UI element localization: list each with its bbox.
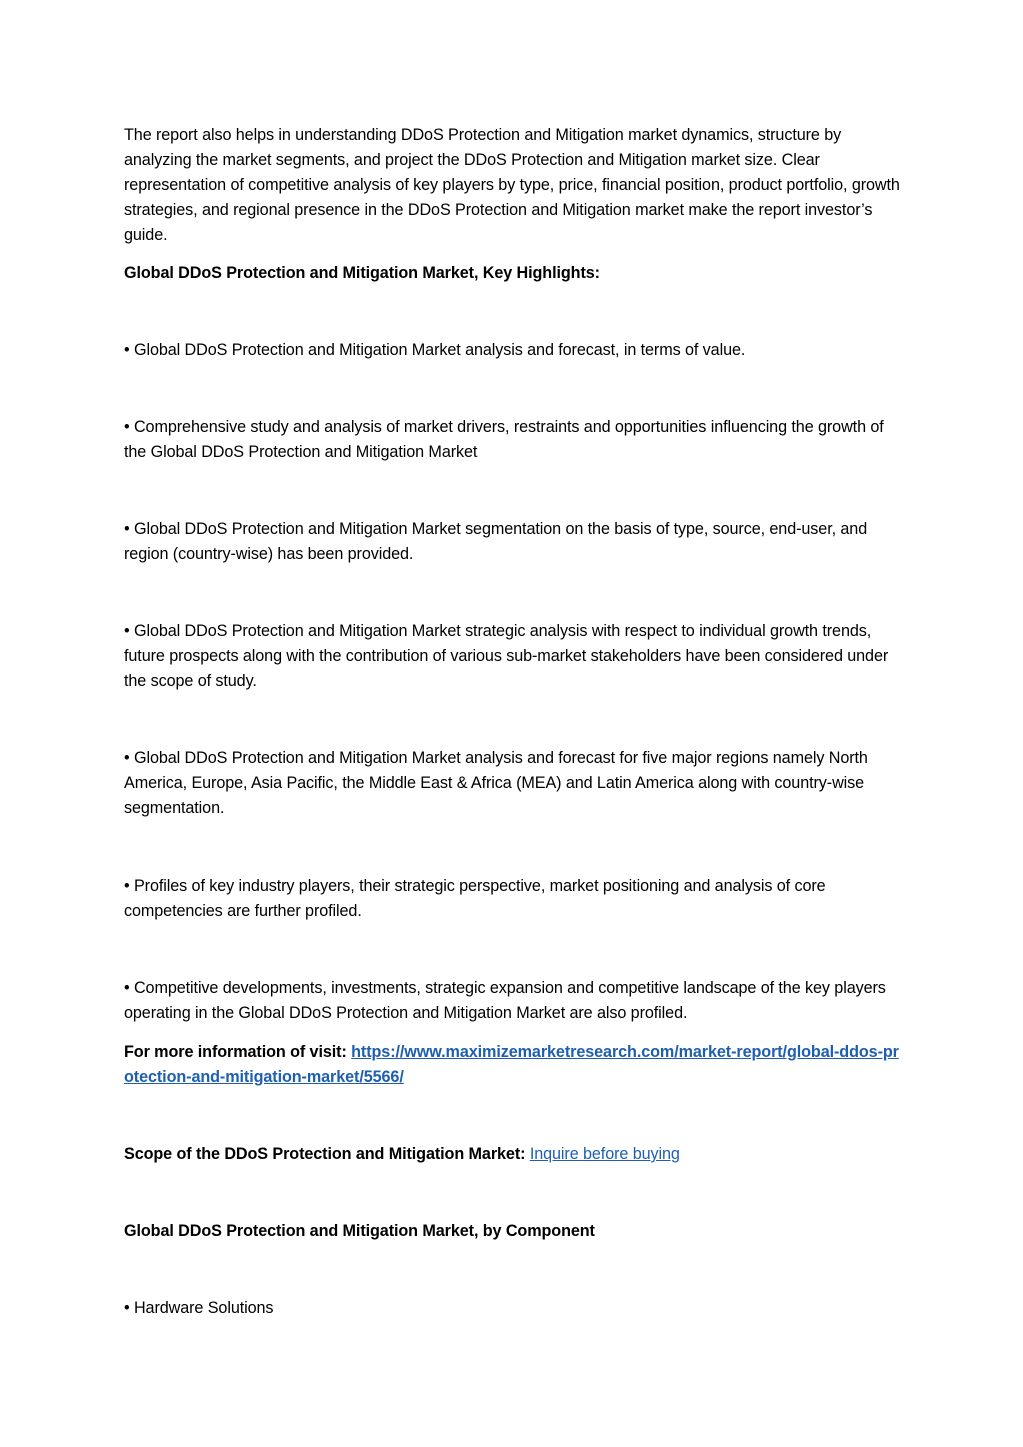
more-info-label: For more information of visit:	[124, 1043, 352, 1061]
inquire-link[interactable]: Inquire before buying	[529, 1145, 680, 1163]
highlight-item: • Global DDoS Protection and Mitigation Market analysis and forecast for five major regions namely North America, Europe, Asia Pacific, the Middle East & Africa (MEA) and Latin America along with country-wise segmentation.	[124, 749, 868, 817]
report-link[interactable]: https://www.maximizemarketresearch.com/market-report/global-ddos-protection-and-mitigation-market/5566/	[124, 1043, 899, 1086]
scope-label: Scope of the DDoS Protection and Mitigation Market:	[124, 1145, 530, 1163]
intro-paragraph: The report also helps in understanding DDoS Protection and Mitigation market dynamics, structure by analyzing the market segments, and project the DDoS Protection and Mitigation market size. Clear representation of competitive analysis of key players by type, price, financial position, product portfolio, growth strategies, and regional presence in the DDoS Protection and Mitigation market make the report investor’s guide.	[124, 126, 900, 244]
highlight-item: • Comprehensive study and analysis of market drivers, restraints and opportunities influencing the growth of the Global DDoS Protection and Mitigation Market	[124, 418, 884, 461]
scope-line	[124, 1142, 904, 1167]
component-item: • Hardware Solutions	[124, 1299, 274, 1317]
key-highlights-heading: Global DDoS Protection and Mitigation Market, Key Highlights:	[124, 264, 600, 282]
highlight-item: • Profiles of key industry players, their strategic perspective, market positioning and analysis of core competencies are further profiled.	[124, 877, 826, 920]
by-component-heading: Global DDoS Protection and Mitigation Market, by Component	[124, 1222, 595, 1240]
highlight-item: • Competitive developments, investments, strategic expansion and competitive landscape of the key players operating in the Global DDoS Protection and Mitigation Market are also profiled.	[124, 979, 886, 1022]
highlight-item: • Global DDoS Protection and Mitigation Market analysis and forecast, in terms of value.	[124, 341, 746, 359]
highlight-item: • Global DDoS Protection and Mitigation Market strategic analysis with respect to individual growth trends, future prospects along with the contribution of various sub-market stakeholders have been considered under the scope of study.	[124, 622, 889, 690]
highlight-item: • Global DDoS Protection and Mitigation Market segmentation on the basis of type, source, end-user, and region (country-wise) has been provided.	[124, 520, 868, 563]
more-info-line	[124, 1040, 904, 1090]
